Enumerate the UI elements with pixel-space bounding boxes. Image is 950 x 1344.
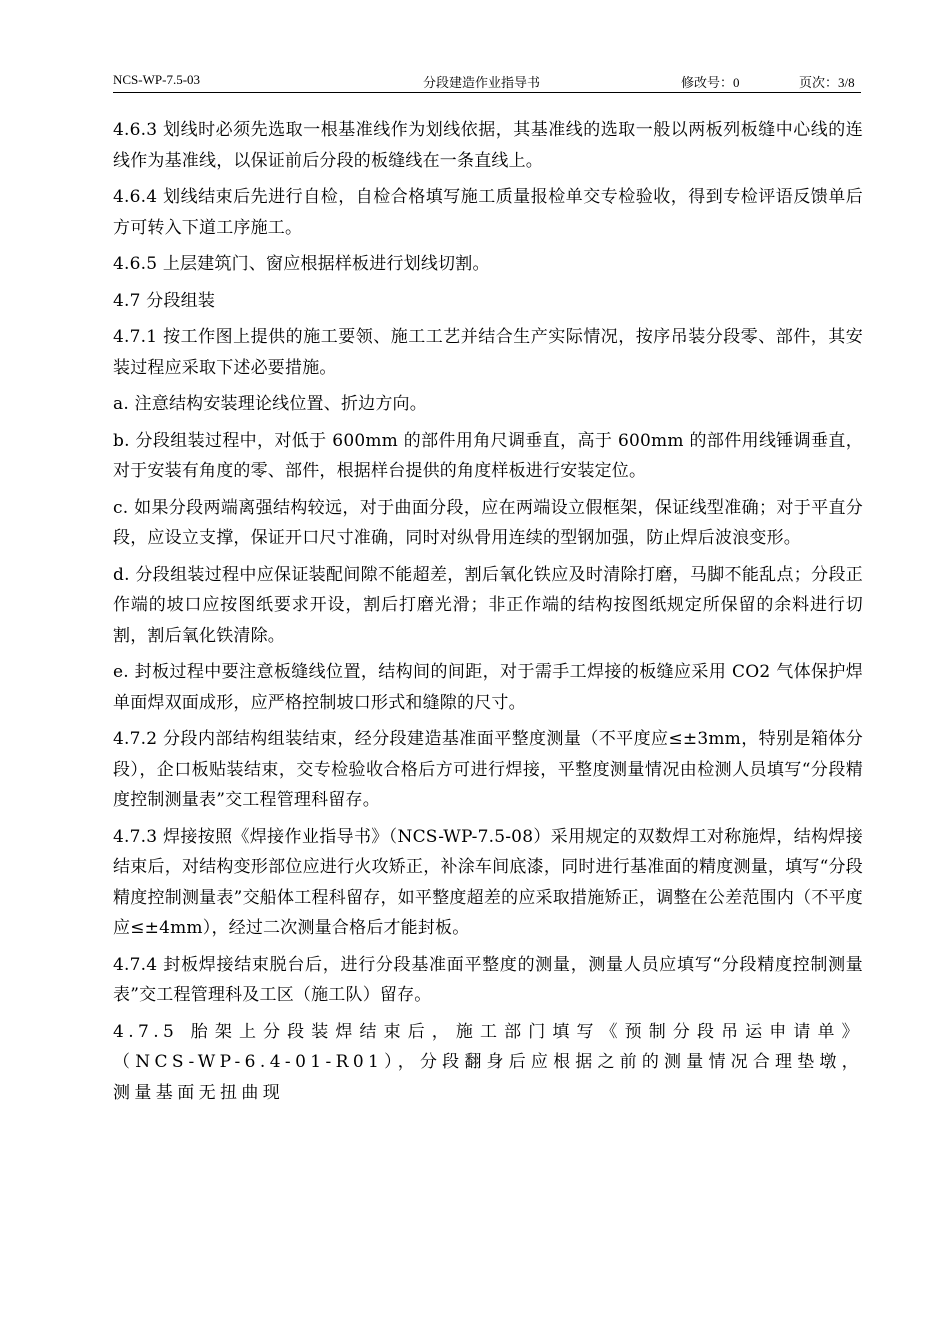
page-number: 页次：3/8	[799, 75, 855, 90]
list-item-e: e. 封板过程中要注意板缝线位置，结构间的间距，对于需手工焊接的板缝应采用 CO2 气体保护焊单面焊双面成形，应严格控制坡口形式和缝隙的尺寸。	[113, 662, 863, 713]
document-title: 分段建造作业指导书	[423, 75, 541, 90]
revision-number: 修改号：0	[681, 75, 740, 90]
page-header	[113, 70, 861, 93]
list-item-b: b. 分段组装过程中，对低于 600mm 的部件用角尺调垂直，高于 600mm 的部件用线锤调垂直，对于安装有角度的零、部件，根据样台提供的角度样板进行安装定位。	[113, 430, 863, 481]
list-item-d: d. 分段组装过程中应保证装配间隙不能超差，割后氧化铁应及时清除打磨，马脚不能乱点；分段正作端的坡口应按图纸要求开设，割后打磨光滑；非正作端的结构按图纸规定所保留的余料进行切割，割后氧化铁清除。	[113, 564, 863, 646]
paragraph-4-6-5: 4.6.5 上层建筑门、窗应根据样板进行划线切割。	[113, 254, 490, 274]
paragraph-4-7-4: 4.7.4 封板焊接结束脱台后，进行分段基准面平整度的测量，测量人员应填写“分段精度控制测量表”交工程管理科及工区（施工队）留存。	[113, 954, 863, 1005]
document-body	[113, 115, 863, 1114]
paragraph-4-7-3: 4.7.3 焊接按照《焊接作业指导书》（NCS-WP-7.5-08）采用规定的双数焊工对称施焊，结构焊接结束后，对结构变形部位应进行火攻矫正，补涂车间底漆，同时进行基准面的精度测量，填写“分段精度控制测量表”交船体工程科留存，如平整度超差的应采取措施矫正，调整在公差范围内（不平度应≤±4mm），经过二次测量合格后才能封板。	[113, 826, 863, 938]
document-code: NCS-WP-7.5-03	[113, 72, 201, 87]
paragraph-4-7-1: 4.7.1 按工作图上提供的施工要领、施工工艺并结合生产实际情况，按序吊装分段零、部件，其安装过程应采取下述必要措施。	[113, 327, 863, 378]
paragraph-4-6-4: 4.6.4 划线结束后先进行自检，自检合格填写施工质量报检单交专检验收，得到专检评语反馈单后方可转入下道工序施工。	[113, 187, 863, 238]
list-item-a: a. 注意结构安装理论线位置、折边方向。	[113, 394, 427, 414]
paragraph-4-7-2: 4.7.2 分段内部结构组装结束，经分段建造基准面平整度测量（不平度应≤±3mm，特别是箱体分段），企口板贴装结束，交专检验收合格后方可进行焊接，平整度测量情况由检测人员填写“分段精度控制测量表”交工程管理科留存。	[113, 729, 863, 810]
section-heading-4-7: 4.7 分段组装	[113, 290, 216, 311]
paragraph-4-7-5: 4.7.5 胎架上分段装焊结束后，施工部门填写《预制分段吊运申请单》（NCS-WP-6.4-01-R01），分段翻身后应根据之前的测量情况合理垫墩，测量基面无扭曲现	[113, 1021, 863, 1103]
list-item-c: c. 如果分段两端离强结构较远，对于曲面分段，应在两端设立假框架，保证线型准确；对于平直分段，应设立支撑，保证开口尺寸准确，同时对纵骨用连续的型钢加强，防止焊后波浪变形。	[113, 497, 863, 548]
paragraph-4-6-3: 4.6.3 划线时必须先选取一根基准线作为划线依据，其基准线的选取一般以两板列板缝中心线的连线作为基准线，以保证前后分段的板缝线在一条直线上。	[113, 120, 863, 171]
